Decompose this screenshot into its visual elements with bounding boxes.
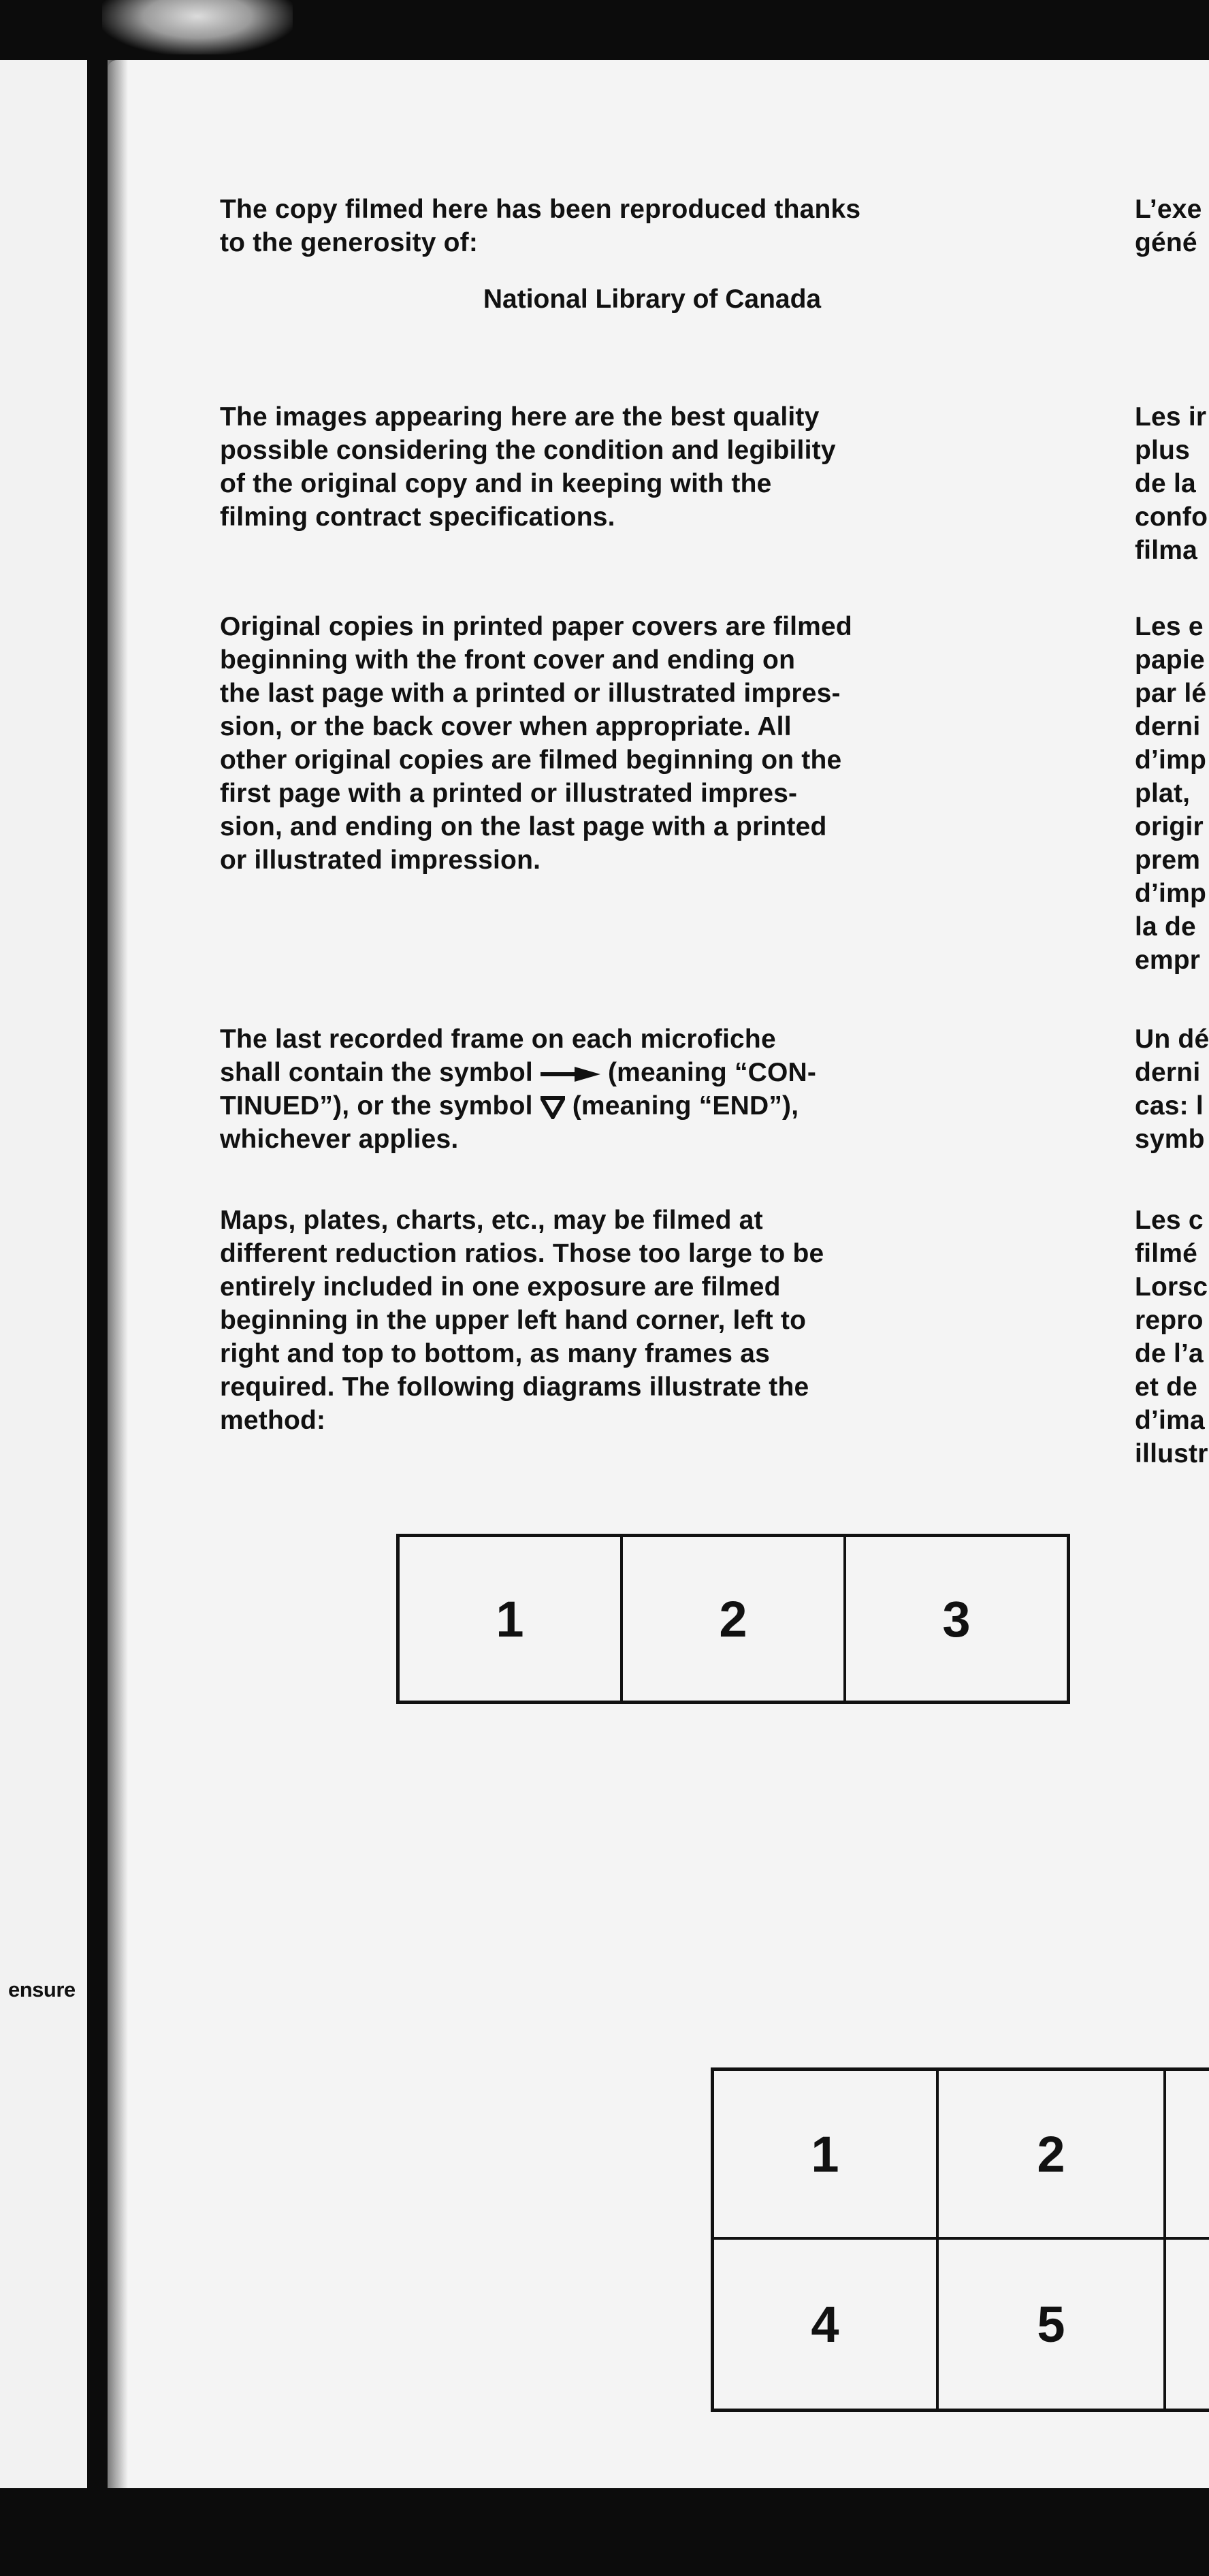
french-quality-fragment: Les ir plus de la confo filma — [1135, 402, 1208, 565]
continued-arrow-icon — [541, 1067, 600, 1082]
left-margin-fragment: ensure — [8, 1978, 76, 2001]
french-covers-fragment: Les e papie par lé derni d’imp plat, origir prem d’imp la de empr — [1135, 612, 1207, 975]
grid-frame-3-cropped — [1166, 2071, 1209, 2240]
intro-paragraph: The copy filmed here has been reproduced thanks to the generosity of: — [220, 195, 861, 257]
symbols-paragraph — [220, 1023, 1003, 1156]
film-gap — [87, 60, 108, 2492]
symbols-line-3 — [220, 1089, 1003, 1123]
symbols-line-3-text-end: (meaning “END”), — [564, 1091, 799, 1121]
symbols-line-2 — [220, 1056, 1003, 1089]
maps-paragraph: Maps, plates, charts, etc., may be filmed at different reduction ratios. Those too large to be entirely included in one exposure are filmed beginning in the upper left hand corner, left to right and top to bottom, as many frames as required. The following diagrams illustrate the method: — [220, 1206, 824, 1435]
french-symbols-fragment: Un dé derni cas: l symb — [1135, 1025, 1209, 1154]
diagram-frame-1: 1 — [400, 1537, 623, 1701]
french-intro-fragment: L’exe géné — [1135, 195, 1202, 257]
covers-paragraph: Original copies in printed paper covers are filmed beginning with the front cover and ending on the last page with a printed or illustrated impres- sion, or the back cover when appropriate. All other original copies are filmed beginning on the first page with a printed or illustrated impres- sion, and ending on the last page with a printed or illustrated impression. — [220, 612, 852, 875]
symbols-line-2-text-end: (meaning “CON- — [600, 1058, 817, 1087]
diagram-frame-2: 2 — [623, 1537, 846, 1701]
frame-sequence-grid-diagram — [711, 2067, 1209, 2412]
grid-frame-2: 2 — [939, 2071, 1166, 2240]
previous-page-strip — [0, 60, 87, 2492]
symbols-line-1: The last recorded frame on each microfiche — [220, 1025, 776, 1054]
symbols-line-4: whichever applies. — [220, 1125, 459, 1154]
diagram-frame-3: 3 — [942, 1590, 971, 1647]
grid-frame-4: 4 — [714, 2240, 939, 2409]
french-maps-fragment: Les c filmé Lorsc repro de l’a et de d’ima illustr — [1135, 1206, 1208, 1468]
grid-frame-6-cropped — [1166, 2240, 1209, 2409]
frame-sequence-row-diagram — [396, 1534, 1070, 1704]
end-triangle-icon — [541, 1096, 565, 1119]
quality-paragraph: The images appearing here are the best quality possible considering the condition and legibility of the original copy and in keeping with the filming contract specifications. — [220, 402, 836, 532]
film-bottom-border — [0, 2488, 1209, 2576]
symbols-line-2-text: shall contain the symbol — [220, 1058, 541, 1087]
grid-frame-5: 5 — [939, 2240, 1166, 2409]
grid-frame-1: 1 — [714, 2071, 939, 2240]
film-smudge — [102, 0, 293, 54]
symbols-line-3-text: TINUED”), or the symbol — [220, 1091, 541, 1121]
library-name: National Library of Canada — [483, 285, 822, 314]
page-edge-shadow — [108, 60, 128, 2492]
